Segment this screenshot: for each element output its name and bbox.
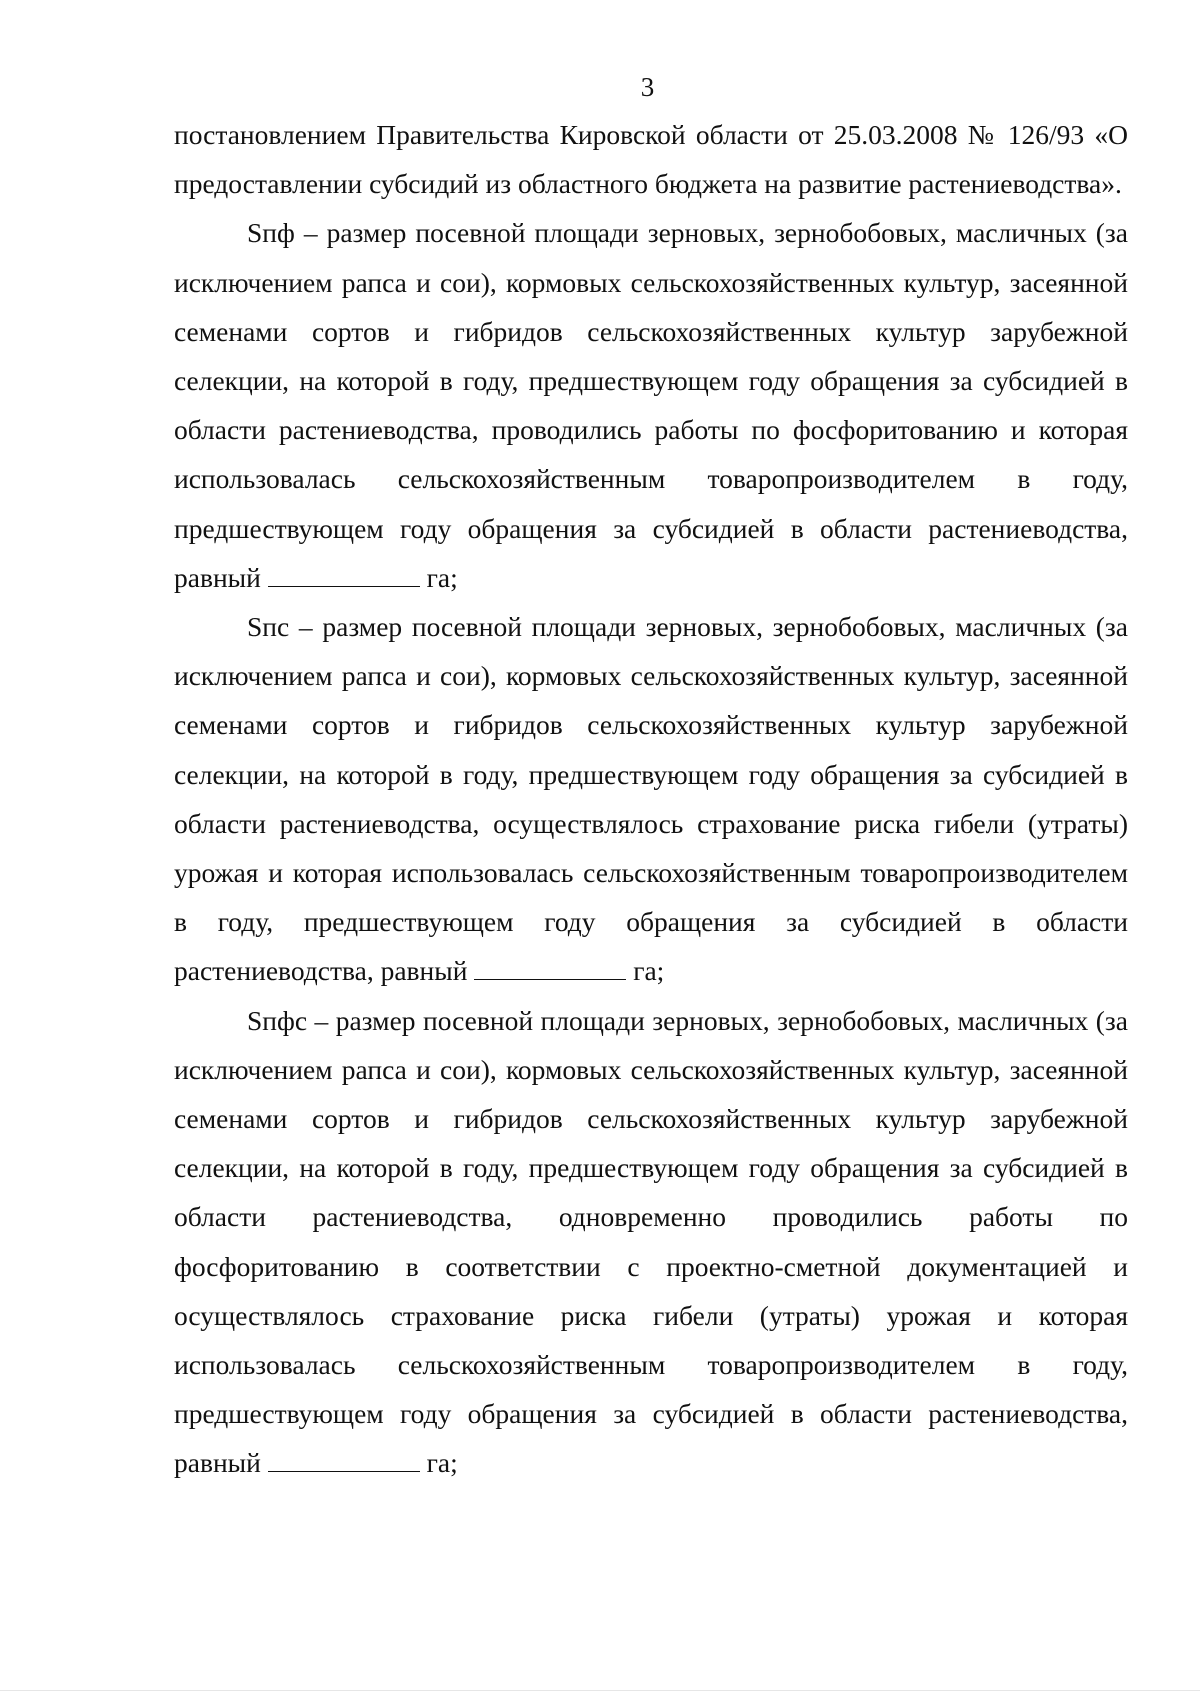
paragraph-spf-tail [261, 562, 458, 593]
paragraph-sps-text: Sпс – размер посевной площади зерновых, зернобобовых, масличных (за исключением рапса и сои), кормовых сельскохозяйственных культур, засеянной семенами сортов и гибридов сельскохозяйственных культур зарубежной селекции, на которой в году, предшествующем году обращения за субсидией в области растениеводства, осуществлялось страхование риска гибели (утраты) урожая и которая использовалась сельскохозяйственным товаропроизводителем в году, предшествующем году обращения за субсидией в области растениеводства, равный [174, 611, 1128, 987]
scan-edge-line [0, 1690, 1200, 1691]
paragraph-spfs-text: Sпфс – размер посевной площади зерновых, зернобобовых, масличных (за исключением рапса и сои), кормовых сельскохозяйственных культур, засеянной семенами сортов и гибридов сельскохозяйственных культур зарубежной селекции, на которой в году, предшествующем году обращения за субсидией в области растениеводства, одновременно проводились работы по фосфоритованию в соответствии с проектно-сметной документацией и осуществлялось страхование риска гибели (утраты) урожая и которая использовалась сельскохозяйственным товаропроизводителем в году, предшествующем году обращения за субсидией в области растениеводства, [174, 1004, 1128, 1430]
paragraph-sps-tail [467, 955, 664, 986]
blank-field-spfs [268, 1447, 420, 1472]
paragraph-sps [174, 602, 1128, 996]
paragraph-spf [174, 208, 1128, 602]
paragraph-spfs [174, 996, 1128, 1488]
label-ravnyi-spfs: равный [174, 1447, 261, 1479]
page-number: 3 [640, 72, 655, 102]
blank-field-spf [268, 562, 420, 587]
blank-field-sps [474, 955, 626, 980]
document-body [174, 110, 1128, 1488]
paragraph-continuation: постановлением Правительства Кировской области от 25.03.2008 № 126/93 «О предоставлении субсидий из областного бюджета на развитие растениеводства». [174, 119, 1128, 200]
unit-ha-sps: га; [633, 955, 665, 987]
unit-ha-spf: га; [426, 561, 458, 593]
paragraph-spfs-tail [174, 1447, 458, 1478]
unit-ha-spfs: га; [426, 1447, 458, 1479]
paragraph-spf-text: Sпф – размер посевной площади зерновых, зернобобовых, масличных (за исключением рапса и сои), кормовых сельскохозяйственных культур, засеянной семенами сортов и гибридов сельскохозяйственных культур зарубежной селекции, на которой в году, предшествующем году обращения за субсидией в области растениеводства, проводились работы по фосфоритованию и которая использовалась сельскохозяйственным товаропроизводителем в году, предшествующем году обращения за субсидией в области растениеводства, равный [174, 217, 1128, 593]
